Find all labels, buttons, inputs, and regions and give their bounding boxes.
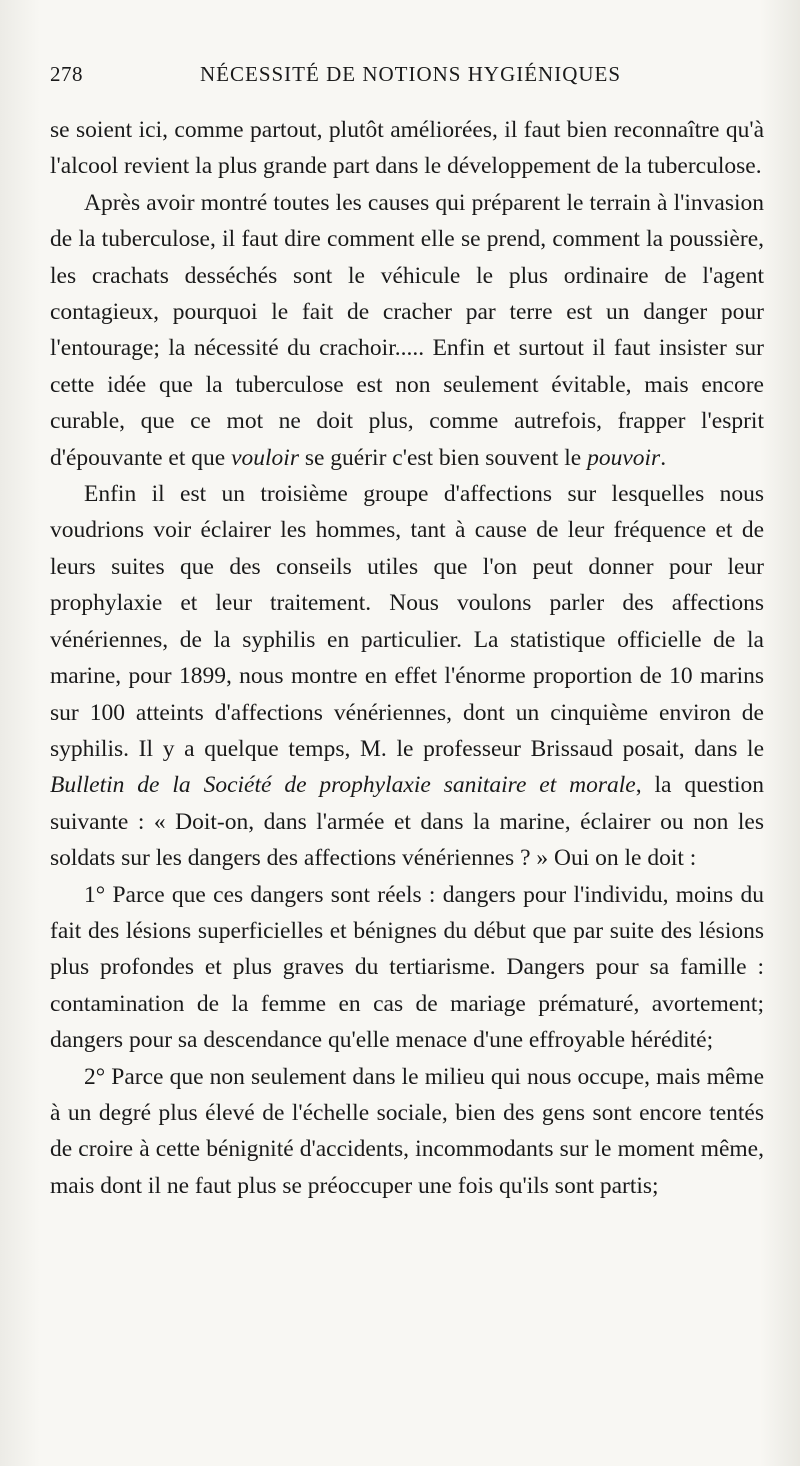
paragraph-2 [50,185,764,476]
text-run: . [660,444,667,471]
page-body [50,112,764,1204]
text-run: 1° Parce que ces dangers sont réels : dangers pour l'individu, moins du fait des lésions superficielles et bénignes du début que par suite des lésions plus profondes et plus graves du tertiarisme. Dangers pour sa famille : contamination de la femme en cas de mariage prématuré, avortement; dangers pour sa descendance qu'elle menace d'une effroyable hérédité; [50,881,764,1054]
text-run: 2° Parce que non seulement dans le milieu qui nous occupe, mais même à un degré plus élevé de l'échelle sociale, bien des gens sont encore tentés de croire à cette bénignité d'accidents, incommodants sur le moment même, mais dont il ne faut plus se préoccuper une fois qu'ils sont partis; [50,1063,764,1199]
page-number: 278 [50,62,83,86]
paragraph-3 [50,476,764,876]
italic-text: Bulletin de la Société de prophylaxie sanitaire et morale [50,772,636,799]
text-run: Enfin il est un troisième groupe d'affections sur lesquelles nous voudrions voir éclairer les hommes, tant à cause de leur fréquence et de leurs suites que des conseils utiles que l'on peut donner pour leur prophylaxie et leur traitement. Nous voulons parler des affections vénériennes, de la syphilis en particulier. La statistique officielle de la marine, pour 1899, nous montre en effet l'énorme proportion de 10 marins sur 100 atteints d'affections vénériennes, dont un cinquième environ de syphilis. Il y a quelque temps, M. le professeur Brissaud posait, dans le [50,481,764,762]
paragraph-5 [50,1059,764,1205]
running-title: NÉCESSITÉ DE NOTIONS HYGIÉNIQUES [200,62,622,86]
text-run: se soient ici, comme partout, plutôt améliorées, il faut bien reconnaître qu'à l'alcool revient la plus grande part dans le développement de la tuberculose. [50,117,764,180]
italic-text: pouvoir [587,444,661,471]
text-run: Après avoir montré toutes les causes qui préparent le terrain à l'invasion de la tuberculose, il faut dire comment elle se prend, comment la poussière, les crachats desséchés sont le véhicule le plus ordinaire de l'agent contagieux, pourquoi le fait de cracher par terre est un danger pour l'entourage; la nécessité du crachoir..... Enfin et surtout il faut insister sur cette idée que la tuberculose est non seulement évitable, mais encore curable, que ce mot ne doit plus, comme autrefois, frapper l'esprit d'épouvante et que [50,189,764,471]
text-run: , la question suivante : « Doit-on, dans l'armée et dans la marine, éclairer ou non les soldats sur les dangers des affections vénériennes ? » Oui on le doit : [50,772,765,872]
paragraph-1 [50,112,764,185]
italic-text: vouloir [231,444,299,471]
text-run: se guérir c'est bien souvent le [298,444,588,471]
running-header [50,62,750,92]
paragraph-4 [50,877,764,1059]
